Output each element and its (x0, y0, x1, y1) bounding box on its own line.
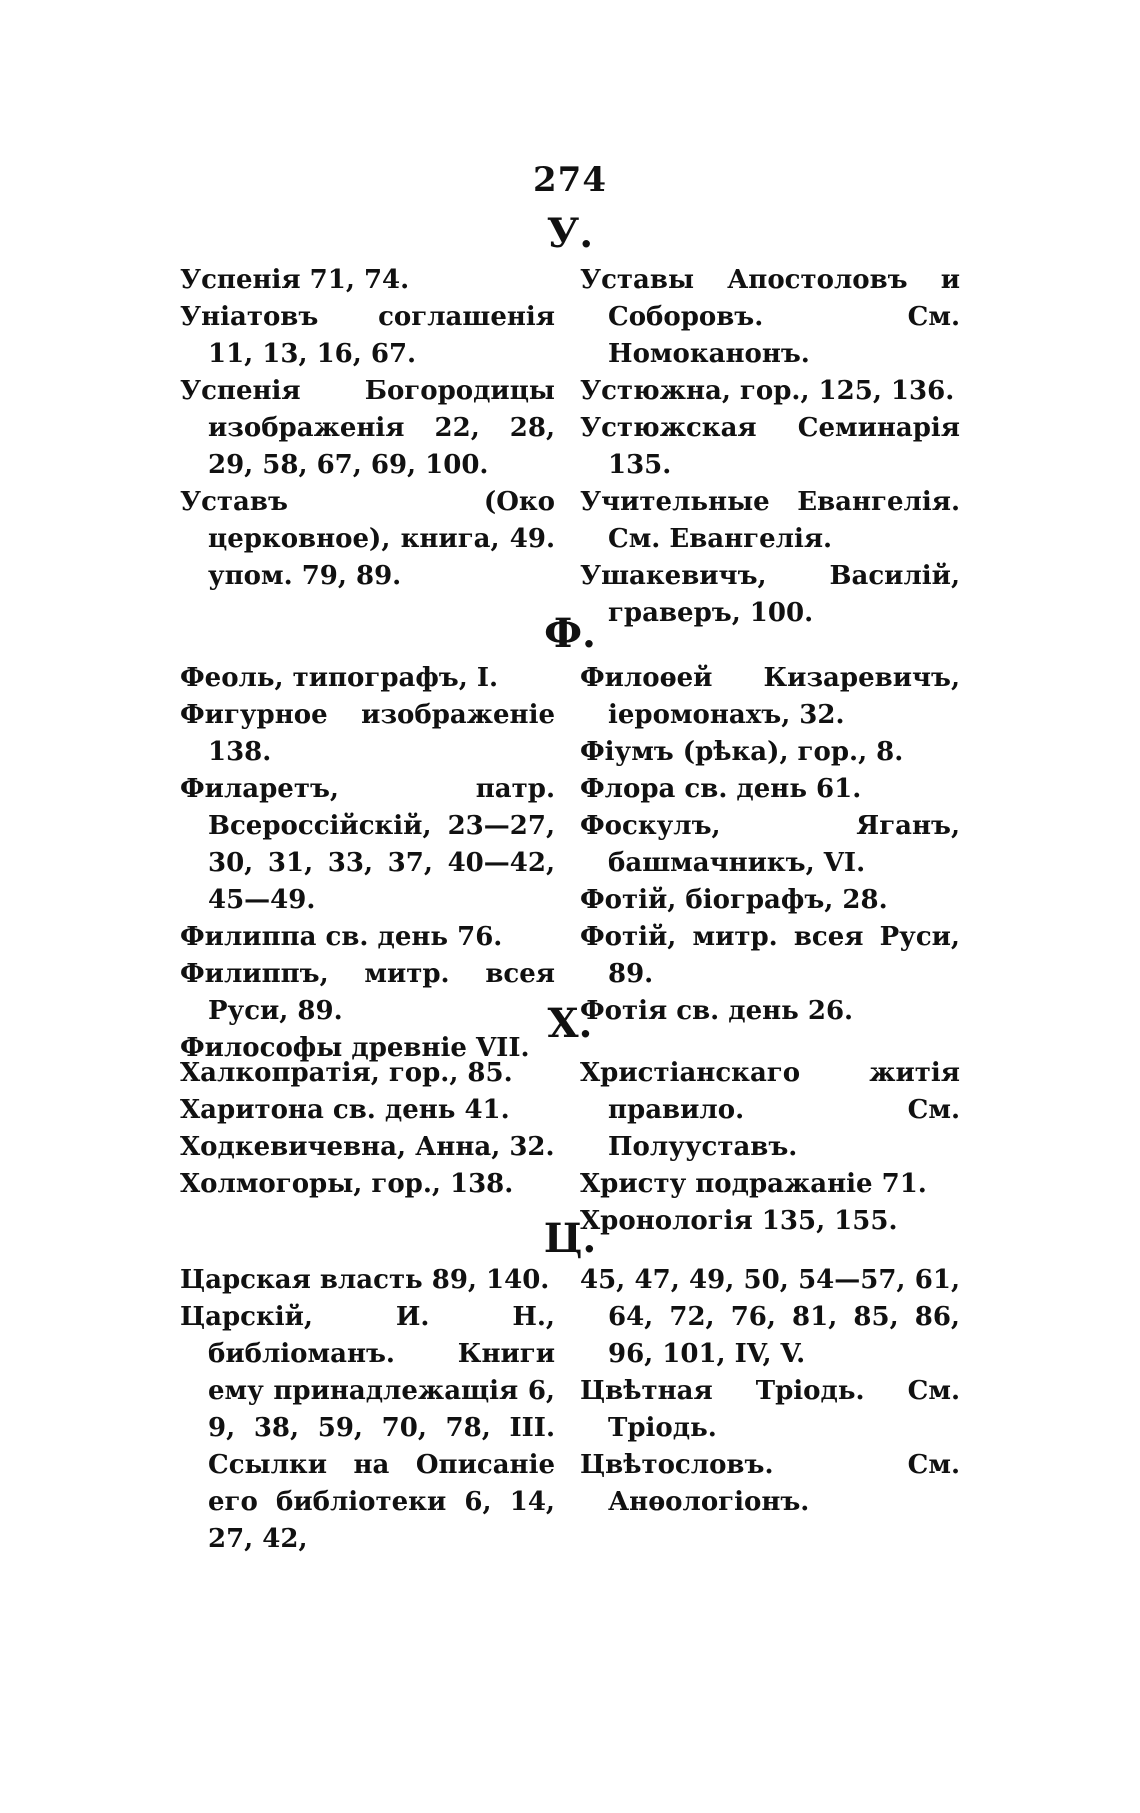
index-entry: Халкопратія, гор., 85. (180, 1058, 513, 1088)
index-entry: Холмогоры, гор., 138. (180, 1169, 514, 1199)
section-letter-u: У. (546, 210, 594, 257)
page-number: 274 (533, 160, 607, 200)
section-letter-ts: Ц. (543, 1215, 597, 1262)
section-ts-left-column (180, 1262, 555, 1558)
index-entry: Устюжская Семинарія 135. (580, 413, 960, 480)
section-kh-left-column (180, 1055, 555, 1203)
index-entry: Уставы Апостоловъ и Соборовъ. См. Номоканонъ. (580, 265, 960, 369)
section-f-right-column (580, 660, 960, 1030)
section-kh-right-column (580, 1055, 960, 1240)
index-entry: Цвѣтословъ. См. Анѳологіонъ. (580, 1450, 960, 1517)
index-entry: Царская власть 89, 140. (180, 1265, 550, 1295)
index-entry: Христу подражаніе 71. (580, 1169, 927, 1199)
index-entry: Фигурное изображеніе 138. (180, 700, 555, 767)
index-entry: Цвѣтная Тріодь. См. Тріодь. (580, 1376, 960, 1443)
index-entry: Христіанскаго житія правило. См. Полууставъ. (580, 1058, 960, 1162)
index-entry: Ходкевичевна, Анна, 32. (180, 1132, 555, 1162)
index-entry: Харитона св. день 41. (180, 1095, 510, 1125)
index-entry: Фоскулъ, Яганъ, башмачникъ, VI. (580, 811, 960, 878)
index-entry: Филаретъ, патр. Всероссійскій, 23—27, 30, 31, 33, 37, 40—42, 45—49. (180, 774, 555, 915)
section-u-left-column (180, 262, 555, 595)
index-entry: Феоль, типографъ, I. (180, 663, 499, 693)
index-entry: Филоѳей Кизаревичъ, іеромонахъ, 32. (580, 663, 960, 730)
index-entry: Фотій, митр. всея Руси, 89. (580, 922, 960, 989)
index-entry: Уніатовъ соглашенія 11, 13, 16, 67. (180, 302, 555, 369)
index-entry: Уставъ (Око церковное), книга, 49. упом. 79, 89. (180, 487, 555, 591)
index-entry: Фіумъ (рѣка), гор., 8. (580, 737, 904, 767)
index-entry: Царскій, И. Н., библіоманъ. Книги ему принадлежащія 6, 9, 38, 59, 70, 78, III. Ссылки на Описаніе его библіотеки 6, 14, 27, 42, (180, 1302, 555, 1554)
index-entry: Фотія св. день 26. (580, 996, 854, 1026)
section-letter-kh: Х. (547, 1000, 593, 1047)
section-u-right-column (580, 262, 960, 632)
index-entry: Филиппъ, митр. всея Руси, 89. (180, 959, 555, 1026)
index-entry: Успенія Богородицы изображенія 22, 28, 29, 58, 67, 69, 100. (180, 376, 555, 480)
index-entry: Философы древніе VII. (180, 1033, 530, 1063)
index-entry: Фотій, біографъ, 28. (580, 885, 888, 915)
index-entry: Ушакевичъ, Василій, граверъ, 100. (580, 561, 960, 628)
index-entry: Учительные Евангелія. См. Евангелія. (580, 487, 960, 554)
section-letter-f: Ф. (544, 610, 596, 657)
index-entry: Успенія 71, 74. (180, 265, 410, 295)
index-entry: Флора св. день 61. (580, 774, 862, 804)
section-ts-right-column (580, 1262, 960, 1521)
index-entry: Филиппа св. день 76. (180, 922, 503, 952)
index-entry: Хронологія 135, 155. (580, 1206, 898, 1236)
index-entry: Устюжна, гор., 125, 136. (580, 376, 955, 406)
index-entry: 45, 47, 49, 50, 54—57, 61, 64, 72, 76, 81, 85, 86, 96, 101, IV, V. (580, 1265, 960, 1369)
